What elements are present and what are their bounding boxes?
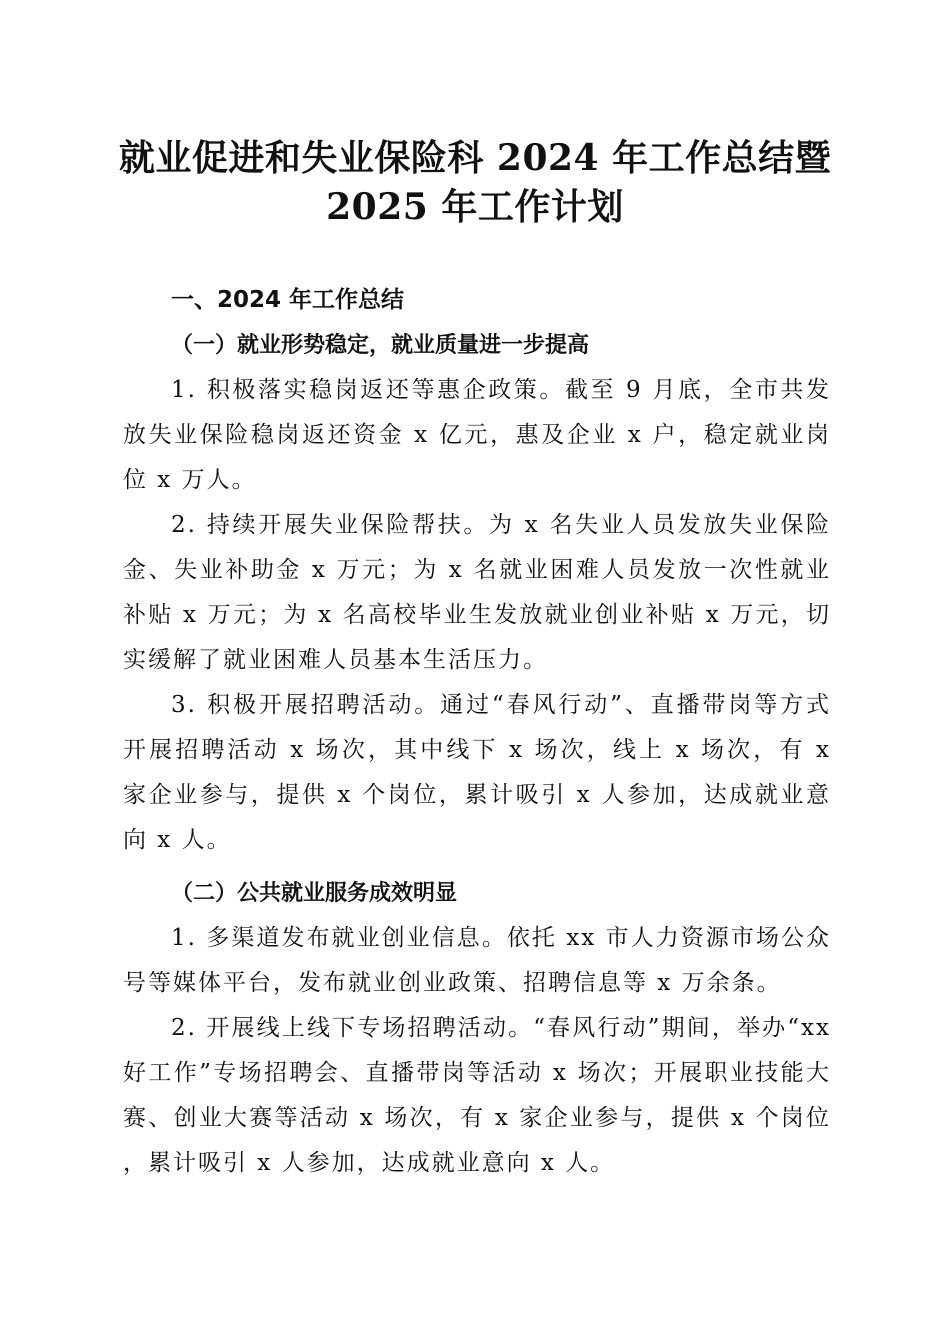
paragraph-2-1: 1. 多渠道发布就业创业信息。依托 xx 市人力资源市场公众号等媒体平台，发布就业创业政策、招聘信息等 x 万余条。 — [123, 925, 831, 996]
section-1-heading: 一、2024 年工作总结 — [171, 287, 405, 313]
subsection-2-heading: （二）公共就业服务成效明显 — [171, 881, 458, 906]
paragraph-1-2: 2. 持续开展失业保险帮扶。为 x 名失业人员发放失业保险金、失业补助金 x 万元；为 x 名就业困难人员发放一次性就业补贴 x 万元；为 x 名高校毕业生发放就业创业补贴 x 万元，切实缓解了就业困难人员基本生活压力。 — [123, 512, 831, 673]
document-title-line-2: 2025 年工作计划 — [326, 186, 624, 228]
paragraph-1-1: 1. 积极落实稳岗返还等惠企政策。截至 9 月底，全市共发放失业保险稳岗返还资金 x 亿元，惠及企业 x 户，稳定就业岗位 x 万人。 — [123, 377, 831, 493]
paragraph-1-3: 3. 积极开展招聘活动。通过“春风行动”、直播带岗等方式开展招聘活动 x 场次，其中线下 x 场次，线上 x 场次，有 x 家企业参与，提供 x 个岗位，累计吸引 x 人参加，达成就业意向 x 人。 — [123, 692, 831, 853]
document-title-line-1: 就业促进和失业保险科 2024 年工作总结暨 — [118, 137, 832, 179]
paragraph-2-2: 2. 开展线上线下专场招聘活动。“春风行动”期间，举办“xx 好工作”专场招聘会、直播带岗等活动 x 场次；开展职业技能大赛、创业大赛等活动 x 场次，有 x 家企业参与，提供 x 个岗位，累计吸引 x 人参加，达成就业意向 x 人。 — [123, 1015, 831, 1176]
document-body — [123, 278, 831, 1186]
subsection-1-heading: （一）就业形势稳定，就业质量进一步提高 — [171, 333, 590, 358]
